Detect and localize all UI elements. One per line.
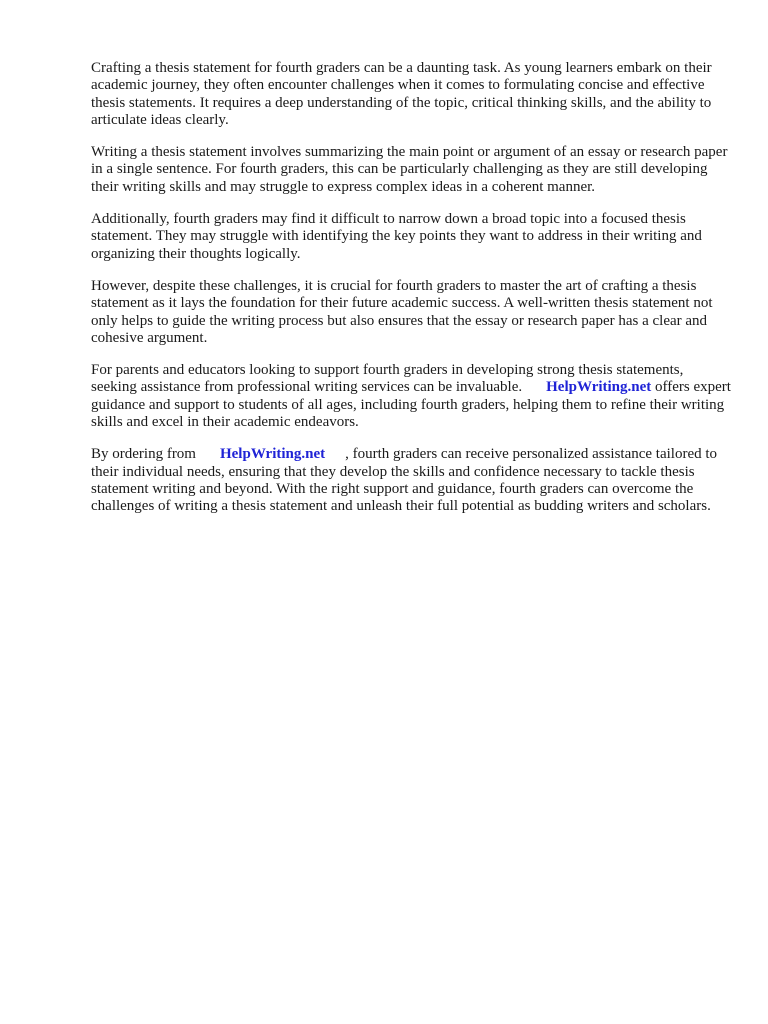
document-body bbox=[91, 60, 731, 531]
helpwriting-link-order[interactable]: HelpWriting.net bbox=[219, 446, 326, 463]
paragraph-difficulty: Additionally, fourth graders may find it difficult to narrow down a broad topic into a focused thesis statement. They may struggle with identifying the key points they want to address in their writing and organizing their thoughts logically. bbox=[91, 211, 702, 262]
paragraph-services-before: For parents and educators looking to support fourth graders in developing strong thesis statements, seeking assistance from professional writing services can be invaluable. bbox=[91, 362, 684, 396]
paragraph-ordering-after: , fourth graders can receive personalized assistance tailored to their individual needs, ensuring that they develop the skills and confidence necessary to tackle thesis statement writing and beyond. With the right support and guidance, fourth graders can overcome the challenges of writing a thesis statement and unleash their full potential as budding writers and scholars. bbox=[91, 446, 718, 515]
paragraph-intro: Crafting a thesis statement for fourth graders can be a daunting task. As young learners embark on their academic journey, they often encounter challenges when it comes to formulating concise and effective thesis statements. It requires a deep understanding of the topic, critical thinking skills, and the ability to articulate ideas clearly. bbox=[91, 60, 712, 128]
paragraph-ordering-before: By ordering from bbox=[91, 446, 196, 463]
paragraph-importance: However, despite these challenges, it is crucial for fourth graders to master the art of crafting a thesis statement as it lays the foundation for their future academic success. A well-written thesis statement not only helps to guide the writing process but also ensures that the essay or research paper has a clear and cohesive argument. bbox=[91, 277, 713, 346]
paragraph-services bbox=[91, 362, 731, 431]
helpwriting-link[interactable]: HelpWriting.net bbox=[546, 379, 652, 396]
paragraph-services-after: offers expert guidance and support to students of all ages, including fourth graders, helping them to refine their writing skills and excel in their academic endeavors. bbox=[91, 379, 731, 431]
paragraph-definition: Writing a thesis statement involves summarizing the main point or argument of an essay or research paper in a single sentence. For fourth graders, this can be particularly challenging as they are still developing their writing skills and may struggle to express complex ideas in a coherent manner. bbox=[91, 144, 728, 195]
paragraph-ordering bbox=[91, 446, 731, 515]
